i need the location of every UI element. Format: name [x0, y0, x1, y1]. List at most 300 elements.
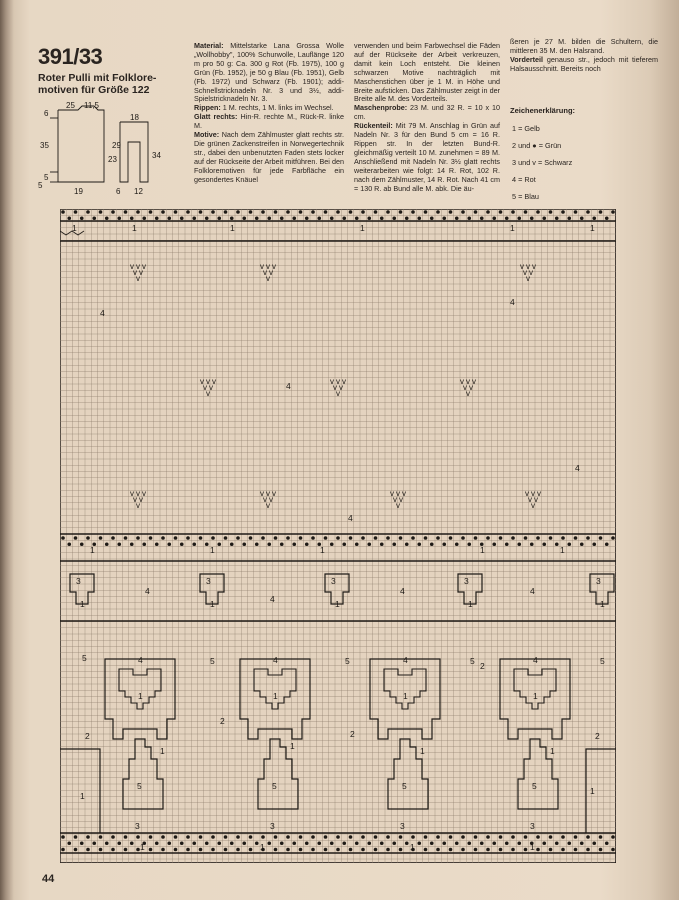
- green-dot: [492, 216, 496, 220]
- green-dot: [455, 841, 459, 845]
- green-dot: [199, 210, 203, 214]
- green-dot: [261, 835, 265, 839]
- yellow-mark: 1: [360, 223, 365, 233]
- green-dot: [199, 848, 203, 852]
- page-number: 44: [42, 873, 55, 885]
- green-dot: [355, 841, 359, 845]
- green-dot: [449, 848, 453, 852]
- green-dot: [211, 536, 215, 540]
- green-dot: [136, 536, 140, 540]
- material-text: Mittelstarke Lana Grossa Wolle „Wollhobby", 100% Schurwolle, Lauflänge 120 m pro 50 g: Ca. 300 g Rot (Fb. 1975), 100 g Grün (Fb. 1952), je 50 g Blau (Fb. 1951), Gelb (Fb. 1972) und Schwarz (Fb. 1901); addi-Schnellstricknadeln Nr. 3 und 3½, addi-Spielstricknadeln Nr. 3.: [194, 41, 344, 104]
- green-dot: [267, 216, 271, 220]
- yellow-mark: 1: [138, 691, 143, 701]
- green-dot: [305, 216, 309, 220]
- black-stitch-mark: v: [133, 268, 137, 277]
- black-stitch-mark: v: [396, 489, 400, 498]
- green-dot: [574, 848, 578, 852]
- green-dot: [74, 848, 78, 852]
- black-stitch-mark: v: [460, 377, 464, 386]
- green-dot: [61, 536, 65, 540]
- green-dot: [549, 835, 553, 839]
- green-dot: [155, 841, 159, 845]
- rippen-text: 1 M. rechts, 1 M. links im Wechsel.: [220, 103, 334, 113]
- green-dot: [361, 536, 365, 540]
- legend-item-blue: 5 = Blau: [512, 192, 539, 201]
- green-dot: [480, 841, 484, 845]
- green-dot: [536, 210, 540, 214]
- green-dot: [380, 542, 384, 546]
- green-dot: [511, 536, 515, 540]
- black-mark: 3: [76, 576, 81, 586]
- green-dot: [549, 536, 553, 540]
- motive-continued-text: verwenden und beim Farbwechsel die Fäden auf der Rückseite der Arbeit verkreuzen, damit kein Loch entsteht. Die kleinen schwarzen Motive nachträglich mit Maschenstichen über je 1 M. in Höhe und Breite aufsticken. Das Zählmuster zeigt in der Breite alle M. des Vorderteils.: [354, 41, 500, 104]
- green-dot: [342, 216, 346, 220]
- black-stitch-mark: v: [203, 383, 207, 392]
- green-dot: [374, 536, 378, 540]
- green-dot: [249, 536, 253, 540]
- green-dot: [186, 848, 190, 852]
- green-dot: [324, 536, 328, 540]
- green-dot: [142, 542, 146, 546]
- green-dot: [392, 542, 396, 546]
- green-dot: [442, 542, 446, 546]
- green-dot: [417, 841, 421, 845]
- red-mark: 4: [530, 586, 535, 596]
- yellow-mark: 1: [210, 545, 215, 555]
- green-dot: [224, 848, 228, 852]
- black-mark: 3: [331, 576, 336, 586]
- black-stitch-mark: v: [142, 489, 146, 498]
- green-dot: [205, 841, 209, 845]
- green-dot: [399, 210, 403, 214]
- black-stitch-mark: v: [266, 274, 270, 283]
- black-stitch-mark: v: [463, 383, 467, 392]
- green-dot: [174, 848, 178, 852]
- glatt-label: Glatt rechts:: [194, 112, 238, 122]
- green-dot: [474, 536, 478, 540]
- green-dot: [580, 216, 584, 220]
- green-dot: [274, 210, 278, 214]
- green-dot: [455, 216, 459, 220]
- green-dot: [461, 848, 465, 852]
- black-stitch-mark: v: [136, 262, 140, 271]
- black-stitch-mark: v: [336, 389, 340, 398]
- blue-mark: 5: [345, 656, 350, 666]
- green-dot: [317, 841, 321, 845]
- black-stitch-mark: v: [526, 274, 530, 283]
- front-neck-label: 11,5: [84, 102, 99, 110]
- blue-mark: 5: [470, 656, 475, 666]
- green-dot: [236, 848, 240, 852]
- sleeve-b2-label: 12: [134, 187, 143, 196]
- green-dot: [474, 835, 478, 839]
- black-stitch-mark: v: [525, 489, 529, 498]
- sleeve-h2-label: 29: [112, 141, 121, 150]
- black-mark: 3: [596, 576, 601, 586]
- green-dot: [255, 216, 259, 220]
- green-dot: [511, 848, 515, 852]
- green-mark: 2: [595, 731, 600, 741]
- green-dot: [405, 841, 409, 845]
- green-dot: [99, 848, 103, 852]
- green-dot: [174, 210, 178, 214]
- green-dot: [530, 542, 534, 546]
- green-dot: [405, 542, 409, 546]
- blue-mark: 5: [137, 781, 142, 791]
- yellow-mark: 1: [230, 223, 235, 233]
- green-dot: [499, 835, 503, 839]
- green-dot: [261, 210, 265, 214]
- green-dot: [236, 536, 240, 540]
- red-mark: 4: [575, 463, 580, 473]
- front-shoulder-label: 6: [44, 109, 49, 118]
- legend-item-red: 4 = Rot: [512, 175, 536, 184]
- green-dot: [274, 835, 278, 839]
- pattern-number: 391/33: [38, 44, 103, 69]
- yellow-mark: 1: [600, 599, 605, 609]
- green-dot: [555, 841, 559, 845]
- black-stitch-mark: v: [342, 377, 346, 386]
- green-dot: [74, 835, 78, 839]
- green-dot: [142, 216, 146, 220]
- green-dot: [61, 848, 65, 852]
- green-dot: [267, 542, 271, 546]
- green-mark: 2: [220, 716, 225, 726]
- yellow-mark: 1: [550, 746, 555, 756]
- green-dot: [111, 210, 115, 214]
- green-dot: [574, 210, 578, 214]
- green-dot: [161, 835, 165, 839]
- green-dot: [299, 210, 303, 214]
- green-dot: [417, 216, 421, 220]
- green-dot: [586, 835, 590, 839]
- green-dot: [86, 210, 90, 214]
- green-dot: [280, 841, 284, 845]
- green-dot: [549, 210, 553, 214]
- maschenprobe-label: Maschenprobe:: [354, 103, 408, 113]
- black-stitch-mark: v: [136, 489, 140, 498]
- green-dot: [261, 536, 265, 540]
- chart-border: [60, 209, 616, 863]
- green-dot: [586, 210, 590, 214]
- green-dot: [424, 536, 428, 540]
- green-dot: [592, 542, 596, 546]
- green-dot: [517, 542, 521, 546]
- green-dot: [211, 848, 215, 852]
- green-dot: [292, 841, 296, 845]
- green-dot: [530, 216, 534, 220]
- black-stitch-mark: v: [139, 495, 143, 504]
- motive-label: Motive:: [194, 130, 220, 140]
- green-dot: [180, 216, 184, 220]
- green-dot: [311, 835, 315, 839]
- green-dot: [86, 835, 90, 839]
- green-dot: [192, 216, 196, 220]
- green-dot: [380, 841, 384, 845]
- green-dot: [174, 835, 178, 839]
- black-stitch-mark: v: [142, 262, 146, 271]
- rueckenteil-label: Rückenteil:: [354, 121, 393, 131]
- green-dot: [230, 542, 234, 546]
- red-mark: 4: [533, 655, 538, 665]
- green-dot: [61, 210, 65, 214]
- black-stitch-mark: v: [531, 489, 535, 498]
- green-dot: [349, 536, 353, 540]
- green-dot: [242, 216, 246, 220]
- vorderteil-label: Vorderteil: [510, 54, 544, 64]
- green-dot: [392, 841, 396, 845]
- black-stitch-mark: v: [206, 389, 210, 398]
- green-dot: [330, 841, 334, 845]
- green-dot: [517, 216, 521, 220]
- green-dot: [536, 835, 540, 839]
- yellow-mark: 1: [90, 545, 95, 555]
- green-dot: [567, 542, 571, 546]
- green-dot: [430, 841, 434, 845]
- green-mark: 2: [350, 729, 355, 739]
- green-dot: [499, 848, 503, 852]
- green-dot: [149, 536, 153, 540]
- green-dot: [217, 216, 221, 220]
- green-dot: [367, 542, 371, 546]
- green-dot: [505, 216, 509, 220]
- green-dot: [180, 841, 184, 845]
- green-dot: [274, 848, 278, 852]
- black-stitch-mark: v: [272, 262, 276, 271]
- green-dot: [317, 216, 321, 220]
- green-dot: [599, 536, 603, 540]
- black-stitch-mark: v: [136, 274, 140, 283]
- green-dot: [592, 841, 596, 845]
- green-dot: [486, 536, 490, 540]
- green-dot: [224, 536, 228, 540]
- black-stitch-mark: v: [390, 489, 394, 498]
- black-stitch-mark: v: [263, 495, 267, 504]
- sleeve-top-label: 18: [130, 113, 139, 122]
- yellow-mark: 1: [530, 842, 535, 852]
- size-schematic: [36, 102, 166, 202]
- green-dot: [167, 542, 171, 546]
- front-height-label: 35: [40, 141, 49, 150]
- green-dot: [586, 536, 590, 540]
- green-dot: [155, 216, 159, 220]
- green-dot: [399, 835, 403, 839]
- green-dot: [386, 210, 390, 214]
- green-dot: [492, 542, 496, 546]
- red-mark: 4: [145, 586, 150, 596]
- green-dot: [386, 536, 390, 540]
- green-dot: [305, 841, 309, 845]
- green-dot: [74, 536, 78, 540]
- green-dot: [499, 210, 503, 214]
- red-mark: 4: [348, 513, 353, 523]
- green-dot: [486, 210, 490, 214]
- black-mark: 3: [530, 821, 535, 831]
- green-dot: [605, 542, 609, 546]
- black-mark: 3: [206, 576, 211, 586]
- green-dot: [499, 536, 503, 540]
- green-dot: [392, 216, 396, 220]
- green-dot: [336, 536, 340, 540]
- green-dot: [111, 536, 115, 540]
- yellow-mark: 1: [140, 842, 145, 852]
- red-mark: 4: [510, 297, 515, 307]
- black-stitch-mark: v: [136, 501, 140, 510]
- green-dot: [386, 848, 390, 852]
- green-dot: [230, 216, 234, 220]
- green-dot: [224, 210, 228, 214]
- green-dot: [524, 536, 528, 540]
- green-dot: [61, 835, 65, 839]
- green-dot: [155, 542, 159, 546]
- green-dot: [467, 216, 471, 220]
- green-dot: [449, 210, 453, 214]
- green-dot: [305, 542, 309, 546]
- black-stitch-mark: v: [272, 489, 276, 498]
- black-mark: 3: [400, 821, 405, 831]
- red-mark: 4: [286, 381, 291, 391]
- black-stitch-mark: v: [528, 495, 532, 504]
- green-dot: [486, 848, 490, 852]
- green-dot: [255, 542, 259, 546]
- green-dot: [299, 848, 303, 852]
- yellow-mark: 1: [80, 791, 85, 801]
- black-stitch-mark: v: [393, 495, 397, 504]
- green-dot: [430, 542, 434, 546]
- glatt-text: Hin-R. rechte M., Rück-R. linke M.: [194, 112, 344, 131]
- green-dot: [336, 848, 340, 852]
- rueckenteil-text: Mit 79 M. Anschlag in Grün auf Nadeln Nr. 3 für den Bund 5 cm = 16 R. Rippen str. In der letzten Bund-R. gleichmäßig verteilt 10 M. zunehmen = 89 M. Anschließend mit Nadeln Nr. 3½ glatt rechts weiterarbeiten wie folgt: 14 R. Rot, 102 R. nach dem Zählmuster, 14 R. Rot. Nach 41 cm = 130 R. ab Bund alle M. abk. Die äu-: [354, 121, 500, 193]
- green-dot: [292, 542, 296, 546]
- black-mark: 3: [464, 576, 469, 586]
- green-dot: [99, 835, 103, 839]
- green-dot: [405, 216, 409, 220]
- green-dot: [180, 542, 184, 546]
- black-stitch-mark: v: [269, 268, 273, 277]
- green-dot: [324, 848, 328, 852]
- green-dot: [361, 210, 365, 214]
- green-dot: [411, 210, 415, 214]
- green-dot: [99, 210, 103, 214]
- green-dot: [486, 835, 490, 839]
- blue-mark: 5: [402, 781, 407, 791]
- green-dot: [536, 536, 540, 540]
- green-dot: [205, 542, 209, 546]
- green-dot: [342, 542, 346, 546]
- green-dot: [311, 536, 315, 540]
- green-dot: [130, 841, 134, 845]
- green-dot: [217, 542, 221, 546]
- green-dot: [136, 835, 140, 839]
- yellow-mark: 1: [560, 545, 565, 555]
- black-stitch-mark: v: [200, 377, 204, 386]
- green-dot: [80, 542, 84, 546]
- green-dot: [80, 841, 84, 845]
- black-stitch-mark: v: [139, 268, 143, 277]
- green-dot: [192, 542, 196, 546]
- yellow-mark: 1: [468, 599, 473, 609]
- green-dot: [311, 848, 315, 852]
- front-width-label: 25: [66, 102, 75, 110]
- yellow-mark: 1: [420, 746, 425, 756]
- green-dot: [549, 848, 553, 852]
- green-dot: [111, 835, 115, 839]
- green-dot: [524, 835, 528, 839]
- sleeve-outline: [120, 122, 148, 182]
- green-dot: [86, 848, 90, 852]
- green-dot: [517, 841, 521, 845]
- motive-text: Nach dem Zählmuster glatt rechts str. Die grünen Zackenstreifen in Norwegertechnik str., dabei den unbenutzten Faden stets locker auf der Rückseite der Arbeit mitführen. Bei den Folkloremotiven für jede Farbfläche ein gesondertes Knäuel: [194, 130, 344, 184]
- black-stitch-mark: v: [339, 383, 343, 392]
- green-dot: [542, 841, 546, 845]
- green-dot: [442, 216, 446, 220]
- black-stitch-mark: v: [531, 501, 535, 510]
- green-dot: [336, 210, 340, 214]
- legend-item-green: 2 und ● = Grün: [512, 141, 562, 150]
- green-dot: [149, 210, 153, 214]
- green-dot: [611, 210, 615, 214]
- green-dot: [511, 835, 515, 839]
- green-dot: [349, 848, 353, 852]
- blue-mark: 5: [532, 781, 537, 791]
- black-stitch-mark: v: [399, 495, 403, 504]
- green-dot: [349, 835, 353, 839]
- green-dot: [249, 848, 253, 852]
- green-dot: [386, 835, 390, 839]
- green-dot: [474, 210, 478, 214]
- green-dot: [355, 542, 359, 546]
- green-dot: [436, 210, 440, 214]
- green-dot: [505, 841, 509, 845]
- green-dot: [149, 835, 153, 839]
- green-dot: [599, 835, 603, 839]
- green-dot: [436, 835, 440, 839]
- green-dot: [524, 848, 528, 852]
- green-dot: [399, 848, 403, 852]
- legend-item-black: 3 und v = Schwarz: [512, 158, 573, 167]
- green-dot: [105, 216, 109, 220]
- instructions-column-2: [354, 42, 500, 193]
- green-dot: [111, 848, 115, 852]
- instructions-column-3: [510, 38, 658, 74]
- green-dot: [561, 210, 565, 214]
- green-dot: [524, 210, 528, 214]
- green-dot: [580, 841, 584, 845]
- green-dot: [199, 835, 203, 839]
- green-dot: [567, 841, 571, 845]
- green-dot: [124, 210, 128, 214]
- green-dot: [274, 536, 278, 540]
- black-stitch-mark: v: [206, 377, 210, 386]
- black-stitch-mark: v: [263, 268, 267, 277]
- green-dot: [292, 216, 296, 220]
- green-dot: [374, 835, 378, 839]
- sleeve-h1-label: 23: [108, 155, 117, 164]
- green-dot: [361, 848, 365, 852]
- green-dot: [367, 216, 371, 220]
- green-dot: [417, 542, 421, 546]
- green-dot: [399, 536, 403, 540]
- green-dot: [130, 542, 134, 546]
- green-dot: [105, 542, 109, 546]
- green-dot: [374, 210, 378, 214]
- green-dot: [611, 536, 615, 540]
- black-stitch-mark: v: [466, 389, 470, 398]
- green-dot: [299, 835, 303, 839]
- material-label: Material:: [194, 41, 224, 50]
- green-dot: [249, 835, 253, 839]
- blue-mark: 5: [272, 781, 277, 791]
